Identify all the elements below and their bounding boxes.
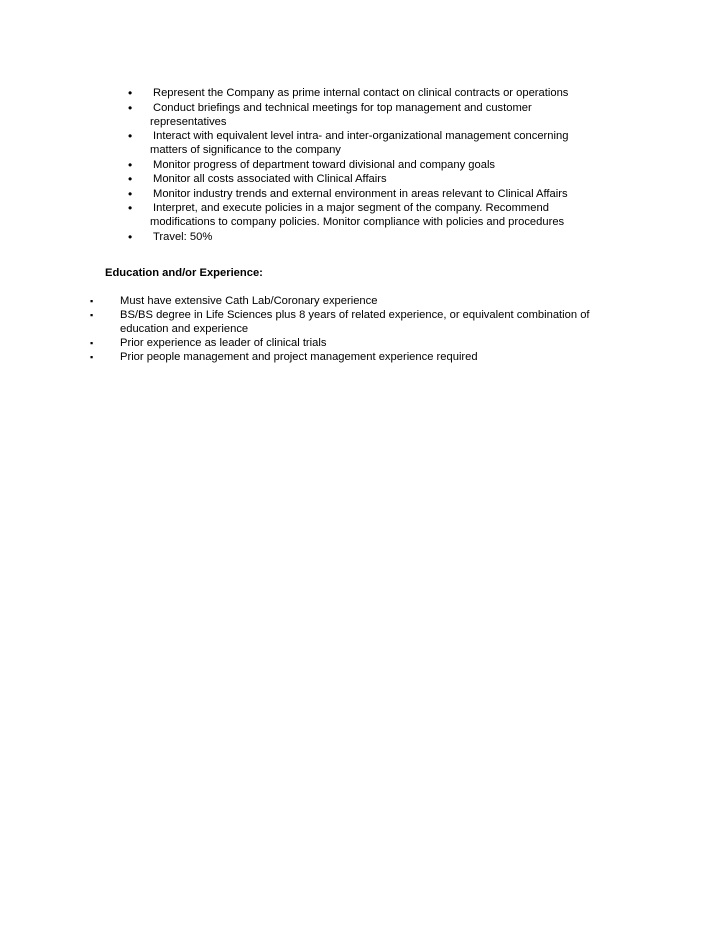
list-item xyxy=(88,308,628,336)
bullet-icon: • xyxy=(128,157,133,172)
list-item-text: Must have extensive Cath Lab/Coronary experience xyxy=(120,295,378,307)
list-item-text: Represent the Company as prime internal contact on clinical contracts or operations xyxy=(153,87,569,99)
list-item-text: Interpret, and execute policies in a major segment of the company. Recommend modifications to company policies. Monitor compliance with policies and procedures xyxy=(150,202,565,228)
bullet-icon: • xyxy=(128,201,133,215)
list-item-text: Conduct briefings and technical meetings for top management and customer representatives xyxy=(150,101,532,128)
list-item-text: Monitor progress of department toward divisional and company goals xyxy=(153,158,496,171)
square-bullet-icon: ▪ xyxy=(90,352,94,362)
responsibilities-list xyxy=(124,86,604,244)
list-item xyxy=(88,294,628,308)
list-item-text: BS/BS degree in Life Sciences plus 8 years of related experience, or equivalent combination of education and experience xyxy=(120,309,590,335)
bullet-icon: • xyxy=(128,100,133,115)
list-item-text: Prior people management and project management experience required xyxy=(120,351,478,363)
bullet-icon: • xyxy=(128,172,133,186)
list-item-text: Monitor all costs associated with Clinical Affairs xyxy=(153,173,387,185)
bullet-icon: • xyxy=(128,129,133,143)
list-item xyxy=(124,86,604,100)
education-heading: Education and/or Experience: xyxy=(105,267,263,279)
education-list xyxy=(88,294,628,364)
list-item-text: Monitor industry trends and external environment in areas relevant to Clinical Affairs xyxy=(153,187,568,200)
bullet-icon: • xyxy=(128,86,133,100)
list-item xyxy=(124,230,604,244)
square-bullet-icon: ▪ xyxy=(90,310,94,320)
list-item xyxy=(124,201,604,229)
list-item xyxy=(124,101,604,129)
list-item xyxy=(124,187,604,201)
list-item xyxy=(124,158,604,172)
list-item-text: Travel: 50% xyxy=(153,230,213,243)
list-item xyxy=(124,172,604,186)
bullet-icon: • xyxy=(128,186,133,201)
list-item-text: Prior experience as leader of clinical trials xyxy=(120,337,327,349)
list-item xyxy=(88,336,628,350)
list-item xyxy=(124,129,604,157)
list-item-text: Interact with equivalent level intra- and inter-organizational management concerning matters of significance to the company xyxy=(150,130,569,156)
list-item xyxy=(88,350,628,364)
square-bullet-icon: ▪ xyxy=(90,296,94,306)
square-bullet-icon: ▪ xyxy=(90,338,94,348)
bullet-icon: • xyxy=(128,229,133,244)
